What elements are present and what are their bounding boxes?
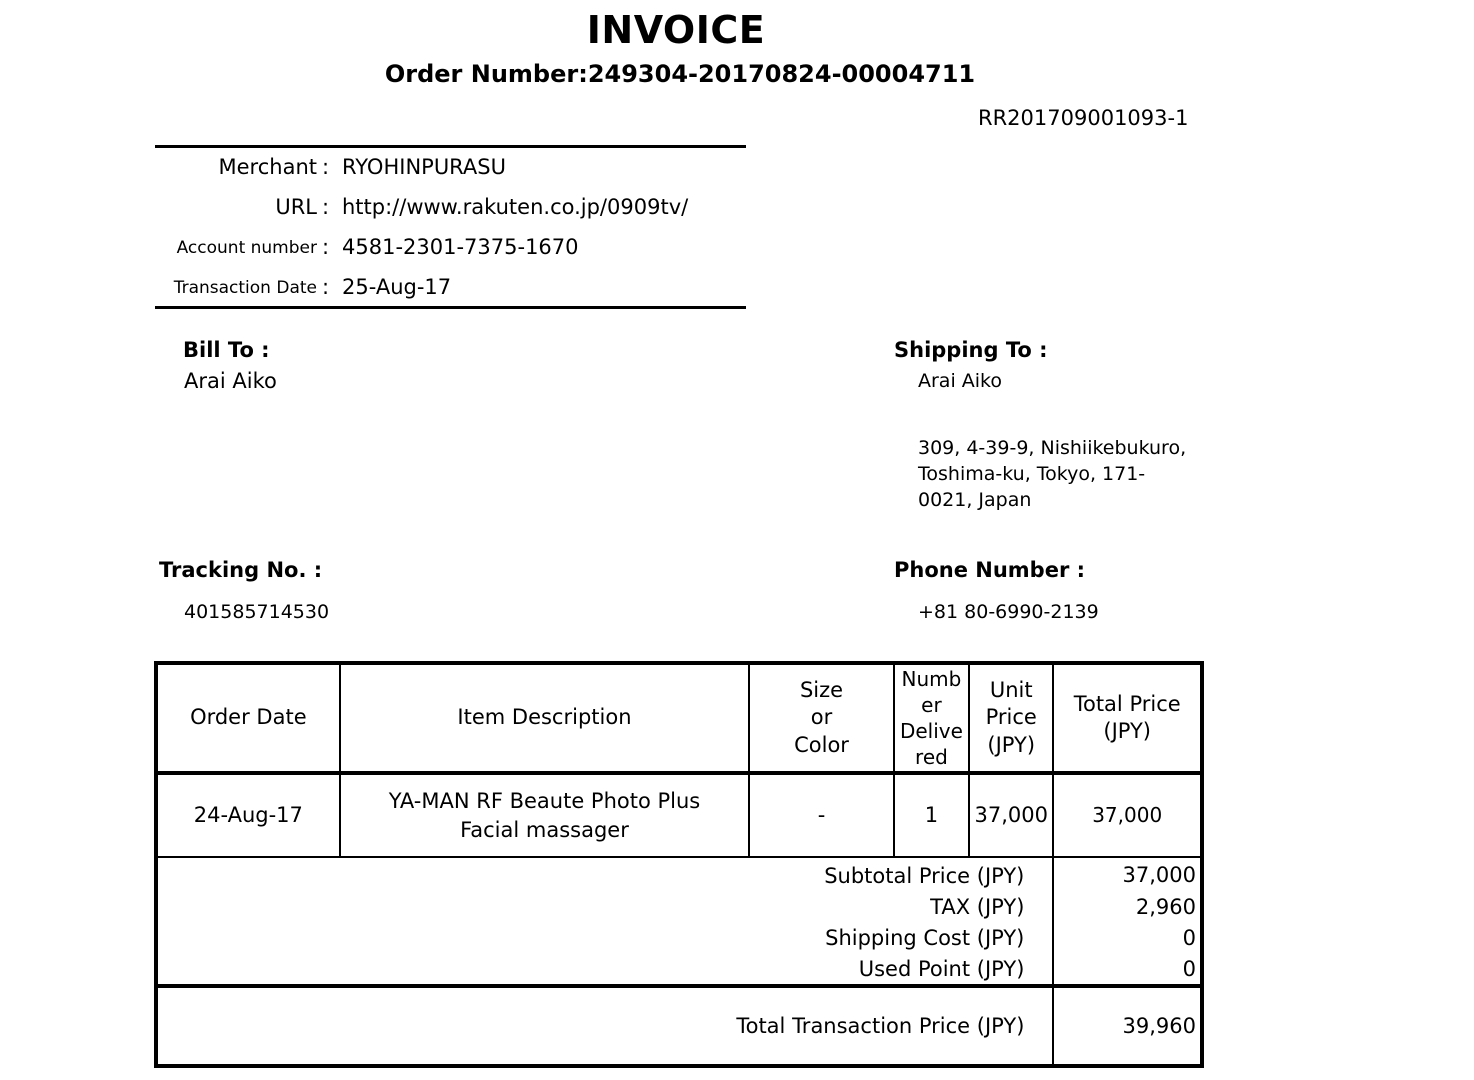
shipping-to-name: Arai Aiko — [918, 370, 1002, 392]
account-number-label: Account number — [176, 238, 317, 258]
summary-row-shipping — [156, 922, 1202, 953]
merchant-label: Merchant — [218, 155, 317, 179]
tracking-label: Tracking No. : — [159, 558, 323, 582]
table-header-row — [156, 663, 1202, 773]
used-point-value: 0 — [1053, 953, 1202, 986]
header-item-description: Item Description — [340, 663, 750, 773]
phone-number: +81 80-6990-2139 — [918, 601, 1099, 623]
merchant-value: RYOHINPURASU — [342, 155, 506, 179]
url-colon: : — [322, 195, 330, 219]
url-label: URL — [275, 195, 317, 219]
invoice-table — [154, 661, 1204, 1068]
merchant-bottom-rule — [155, 306, 746, 309]
url-value: http://www.rakuten.co.jp/0909tv/ — [342, 195, 689, 219]
tracking-number: 401585714530 — [184, 601, 330, 623]
bill-to-name: Arai Aiko — [184, 369, 277, 393]
header-size-or-color: Size or Color — [749, 663, 894, 773]
merchant-top-rule — [155, 145, 746, 148]
row-number-delivered: 1 — [894, 773, 969, 857]
shipping-address-line-2: Toshima-ku, Tokyo, 171- — [918, 463, 1146, 485]
header-order-date: Order Date — [156, 663, 340, 773]
transaction-date-label: Transaction Date — [173, 278, 317, 298]
subtotal-label: Subtotal Price (JPY) — [156, 857, 1053, 891]
grand-total-row — [156, 986, 1202, 1066]
shipping-cost-label: Shipping Cost (JPY) — [156, 922, 1053, 953]
bill-to-label: Bill To : — [183, 338, 270, 362]
shipping-address-line-3: 0021, Japan — [918, 489, 1032, 511]
header-number-delivered: Numb er Delive red — [894, 663, 969, 773]
row-order-date: 24-Aug-17 — [156, 773, 340, 857]
tax-value: 2,960 — [1135, 894, 1196, 919]
transaction-date-colon: : — [322, 275, 330, 299]
summary-row-used-point — [156, 953, 1202, 986]
shipping-address-line-1: 309, 4-39-9, Nishiikebukuro, — [918, 437, 1187, 459]
summary-row-tax — [156, 891, 1202, 922]
row-item-description: YA-MAN RF Beaute Photo Plus Facial massager — [340, 773, 750, 857]
shipping-cost-value: 0 — [1182, 925, 1196, 950]
table-row — [156, 773, 1202, 857]
account-number-value: 4581-2301-7375-1670 — [342, 235, 579, 259]
phone-label: Phone Number : — [894, 558, 1086, 582]
row-total-price: 37,000 — [1053, 773, 1202, 857]
row-size-or-color: - — [749, 773, 894, 857]
account-number-colon: : — [322, 235, 330, 259]
summary-row-subtotal — [156, 857, 1202, 891]
grand-total-label: Total Transaction Price (JPY) — [156, 986, 1053, 1066]
row-unit-price: 37,000 — [969, 773, 1053, 857]
invoice-title: INVOICE — [586, 8, 766, 52]
subtotal-value: 37,000 — [1122, 862, 1196, 887]
header-total-price: Total Price (JPY) — [1053, 663, 1202, 773]
order-number: Order Number:249304-20170824-00004711 — [384, 60, 976, 88]
invoice-reference: RR201709001093-1 — [978, 106, 1189, 130]
grand-total-value: 39,960 — [1122, 1014, 1196, 1038]
header-unit-price: Unit Price (JPY) — [969, 663, 1053, 773]
transaction-date-value: 25-Aug-17 — [342, 275, 452, 299]
tax-label: TAX (JPY) — [156, 891, 1053, 922]
shipping-to-label: Shipping To : — [894, 338, 1048, 362]
merchant-colon: : — [322, 155, 330, 179]
used-point-label: Used Point (JPY) — [156, 953, 1053, 986]
